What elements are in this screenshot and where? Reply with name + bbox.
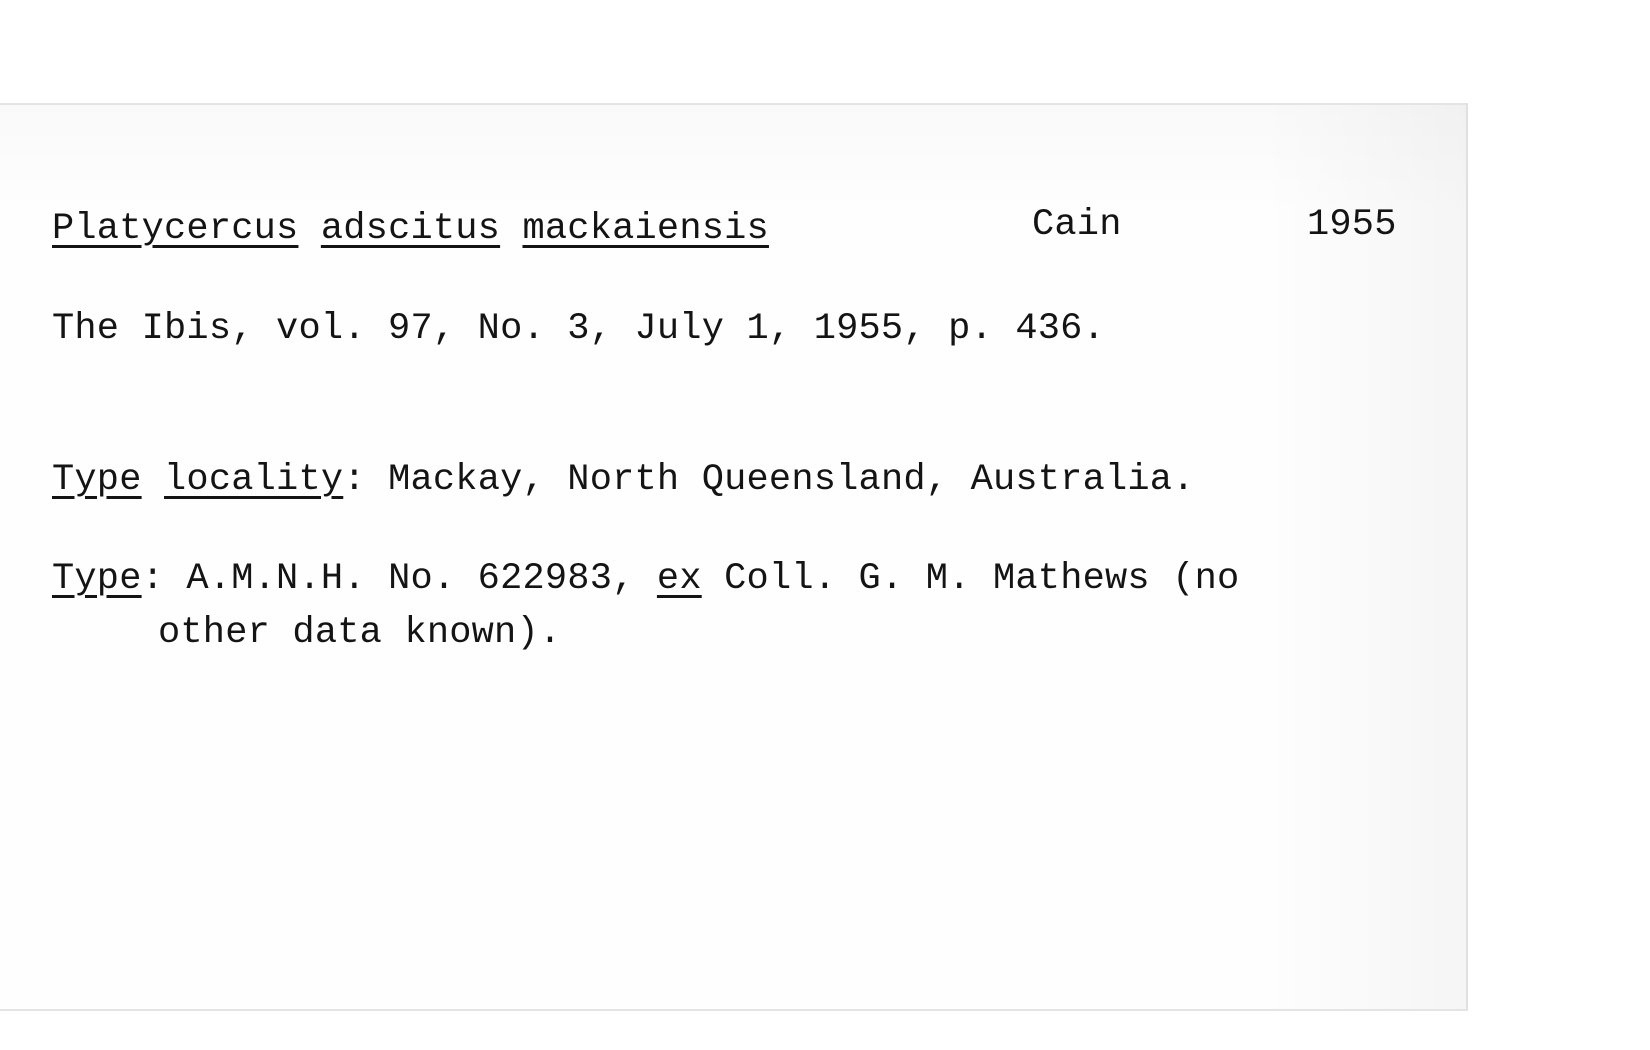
type-text-b: Coll. G. M. Mathews (no <box>701 558 1240 600</box>
citation: The Ibis, vol. 97, No. 3, July 1, 1955, p. 436. <box>52 308 1105 350</box>
type-text-a: : A.M.N.H. No. 622983, <box>141 558 657 600</box>
publication-year: 1955 <box>1307 204 1397 246</box>
type-specimen <box>52 558 1239 600</box>
type-locality-label-type: Type <box>52 459 142 501</box>
genus-name: Platycercus <box>52 208 299 250</box>
type-locality <box>52 459 1195 501</box>
type-locality-colon: : <box>343 459 366 501</box>
type-locality-value: Mackay, North Queensland, Australia. <box>365 459 1195 501</box>
type-locality-label-locality: locality <box>164 459 344 501</box>
subspecies-name: mackaiensis <box>522 208 769 250</box>
ex-label: ex <box>656 558 702 600</box>
type-specimen-continued: other data known). <box>158 612 562 654</box>
type-label: Type <box>52 558 142 600</box>
taxon-name <box>52 208 769 250</box>
author-name: Cain <box>1032 204 1122 246</box>
species-name: adscitus <box>320 208 501 250</box>
